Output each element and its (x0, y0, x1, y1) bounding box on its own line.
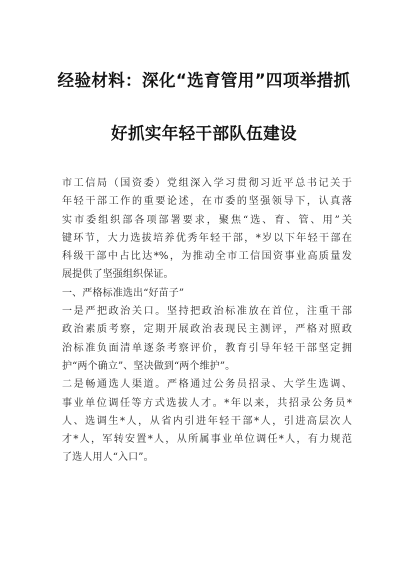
document-body (62, 175, 352, 468)
paragraph-3-line-4: 才*人，军转安置*人，从所属事业单位调任*人，有力规范 (62, 434, 352, 446)
document-title-line-2: 好抓实年轻干部队伍建设 (111, 124, 297, 143)
paragraph-2-line-1: 一是严把政治关口。坚持把政治标准放在首位，注重干部 (62, 306, 352, 318)
document-title-line-1: 经验材料：深化“选育管用”四项举措抓 (57, 71, 351, 90)
paragraph-1-line-6: 展提供了坚强组织保证。 (62, 269, 174, 281)
paragraph-1-line-3: 实市委组织部各项部署要求，聚焦“选、育、管、用”关 (62, 214, 352, 226)
paragraph-1-line-5: 科级干部中占比达*%，为推动全市工信国资事业高质量发 (62, 251, 352, 263)
paragraph-1-line-2: 年轻干部工作的重要论述，在市委的坚强领导下，认真落 (62, 196, 352, 208)
paragraph-2-line-2: 政治素质考察，定期开展政治表现民主测评，严格对照政 (62, 324, 352, 336)
paragraph-2-line-4: 护“两个确立”、坚决做到“两个维护”。 (62, 360, 236, 372)
section-heading-1: 一、严格标准选出“好苗子” (62, 287, 185, 299)
paragraph-3-line-3: 人、选调生*人，从省内引进年轻干部*人，引进高层次人 (62, 415, 352, 427)
paragraph-3-line-1: 二是畅通选人渠道。严格通过公务员招录、大学生选调、 (62, 379, 352, 391)
paragraph-1-line-1: 市工信局（国资委）党组深入学习贯彻习近平总书记关于 (62, 178, 352, 189)
paragraph-2-line-3: 治标准负面清单逐条考察评价，教育引导年轻干部坚定拥 (62, 342, 352, 354)
paragraph-3-line-2: 事业单位调任等方式选拔人才。*年以来，共招录公务员* (62, 397, 352, 409)
paragraph-1-line-4: 键环节，大力选拔培养优秀年轻干部，*岁以下年轻干部在 (62, 232, 352, 244)
paragraph-3-line-5: 了选人用人“入口”。 (62, 452, 154, 464)
